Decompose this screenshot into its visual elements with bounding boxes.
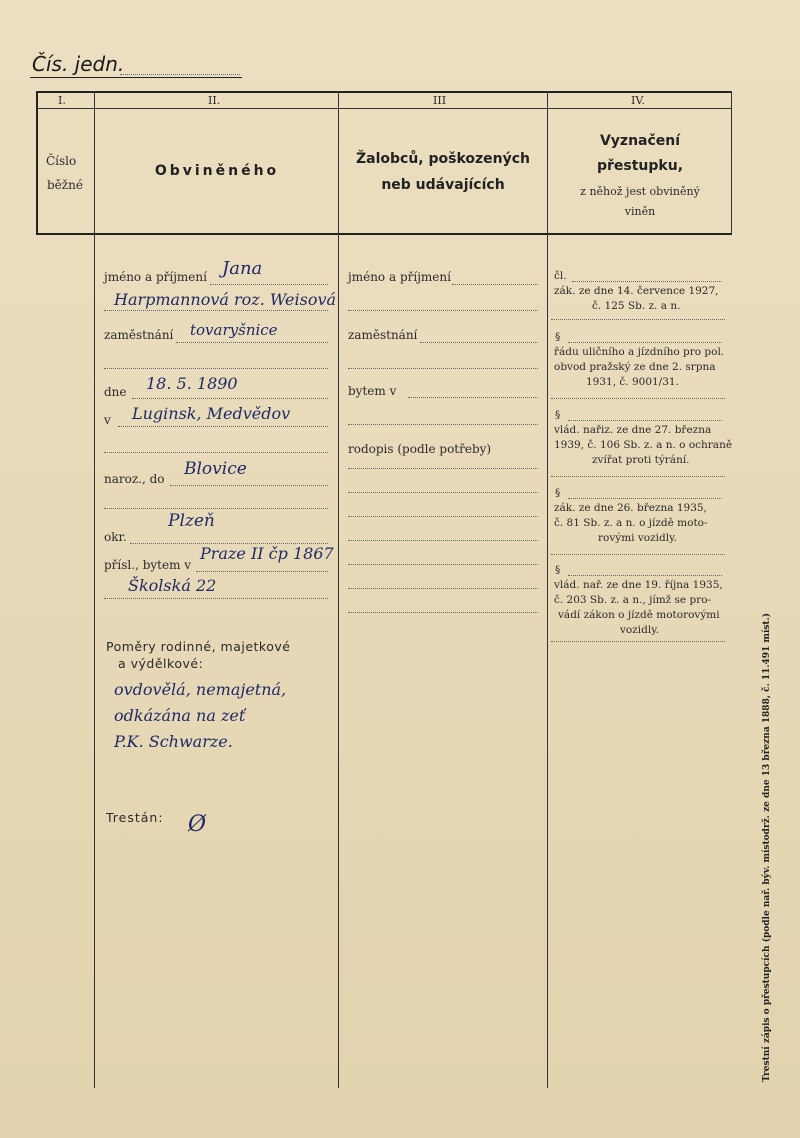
col-divider-2 [338,91,339,1088]
offence5-dots [568,575,722,576]
offence-divider-5 [551,641,725,642]
offence1-dots [572,281,722,282]
complainant-line-f [348,588,538,589]
accused-place-line [118,426,328,427]
header-bottom-border [36,233,732,235]
offence4-line2: zák. ze dne 26. března 1935, [554,502,707,514]
offence5-line1: § [555,564,561,576]
offence3-line3: 1939, č. 106 Sb. z. a n. o ochraně [554,439,733,451]
accused-born-line2 [104,508,328,509]
numeral-col-4: IV. [631,94,645,107]
offence-divider-2 [551,398,725,399]
offence2-line4: 1931, č. 9001/31. [586,376,679,388]
offence5-line2: vlád. nař. ze dne 19. října 1935, [554,579,723,591]
table-right-border [731,91,732,234]
offence-divider-1 [551,319,725,320]
col2-header: Obviněného [154,163,280,179]
accused-family-hw1: ovdovělá, nemajetná, [114,680,287,699]
complainant-occupation-label: zaměstnání [348,328,418,342]
col4-header-line1: Vyznačení [599,133,681,149]
col1-header-line1: Číslo [46,154,77,168]
offence3-dots [568,420,722,421]
accused-family-label: Poměry rodinné, majetkové [106,639,291,654]
offence2-dots [568,342,722,343]
accused-district-hw: Plzeň [168,511,215,531]
accused-occupation-hw: tovaryšnice [190,321,278,339]
accused-name-hw2: Harpmannová roz. Weisová [114,290,337,309]
accused-born-line [170,485,328,486]
accused-family-hw2: odkázána na zeť [114,706,246,725]
table-top-border [36,91,732,93]
accused-district-label: okr. [104,530,127,544]
complainant-residence-label: bytem v [348,384,397,398]
numeral-col-3: III [433,94,447,107]
complainant-occupation-line [420,342,538,343]
accused-domicile-label: přísl., bytem v [104,558,192,572]
complainant-name-label: jméno a příjmení [348,270,451,284]
offence5-line3: č. 203 Sb. z. a n., jímž se pro- [554,594,712,606]
accused-occupation-label: zaměstnání [104,328,174,342]
accused-date-line [132,398,328,399]
complainant-line-b [348,492,538,493]
accused-domicile-hw1: Praze II čp 1867 [200,544,334,563]
accused-place-line2 [104,452,328,453]
accused-place-label: v [104,413,111,427]
col4-header-line4: viněn [624,205,656,218]
accused-date-label: dne [104,385,127,399]
accused-name-label: jméno a příjmení [104,270,207,284]
complainant-line-d [348,540,538,541]
side-note: Trestní zápis o přestupcích (podle nař. býv. místodrž. ze dne 13 března 1888, č. 11.491 míst.) [762,613,772,1082]
accused-date-hw: 18. 5. 1890 [146,374,238,393]
offence2-line2: řádu uličního a jízdního pro pol. [554,346,725,358]
offence-divider-4 [551,554,725,555]
cis-jedn-line [120,74,240,75]
accused-name-line1 [210,284,328,285]
complainant-residence-line2 [348,424,538,425]
offence4-dots [568,498,722,499]
numeral-row-border [36,108,732,109]
col3-header-line2: neb udávajících [381,177,505,193]
complainant-name-line2 [348,310,538,311]
accused-domicile-hw2: Školská 22 [128,576,217,595]
cis-jedn-underline [30,77,242,78]
accused-family-hw3: P.K. Schwarze. [114,732,233,751]
accused-domicile-line2 [104,598,328,599]
accused-family-label2: a výdělkové: [118,656,204,671]
accused-place-hw: Luginsk, Medvědov [132,404,291,423]
complainant-name-line [452,284,538,285]
accused-occupation-line2 [104,368,328,369]
offence4-line1: § [555,487,561,499]
accused-record-hw: Ø [188,812,207,837]
complainant-line-a [348,468,538,469]
offence5-line5: vozidly. [620,624,660,636]
accused-occupation-line [176,342,328,343]
col1-header-line2: běžné [47,178,83,192]
accused-born-label: naroz., do [104,472,165,486]
cis-jedn-label: Čís. jedn. [32,52,125,76]
col4-header-line2: přestupku, [596,158,684,174]
complainant-residence-line [408,397,538,398]
offence4-line3: č. 81 Sb. z. a n. o jízdě moto- [554,517,708,529]
complainant-line-c [348,516,538,517]
accused-name-line2 [104,310,328,311]
complainant-occupation-line2 [348,368,538,369]
col-divider-1 [94,91,95,1088]
offence1-line2: zák. ze dne 14. července 1927, [554,285,719,297]
col3-header-line1: Žalobců, poškozených [355,151,531,167]
complainant-description-label: rodopis (podle potřeby) [348,442,492,456]
offence5-line4: vádí zákon o jízdě motorovými [558,609,720,621]
complainant-line-e [348,564,538,565]
offence4-line4: rovými vozidly. [598,532,677,544]
numeral-col-2: II. [208,94,221,107]
accused-name-hw1: Jana [222,258,263,279]
offence3-line1: § [555,409,561,421]
numeral-col-1: I. [58,94,66,107]
table-left-border [36,91,38,234]
complainant-line-g [348,612,538,613]
offence3-line2: vlád. nařiz. ze dne 27. března [554,424,712,436]
col-divider-3 [547,91,548,1088]
offence2-line1: § [555,331,561,343]
offence-divider-3 [551,476,725,477]
offence3-line4: zvířat proti týrání. [592,454,690,466]
accused-domicile-line [196,571,328,572]
accused-born-hw: Blovice [184,459,247,479]
accused-record-label: Trestán: [106,810,164,825]
offence2-line3: obvod pražský ze dne 2. srpna [554,361,716,373]
offence1-line3: č. 125 Sb. z. a n. [592,300,681,312]
col4-header-line3: z něhož jest obviněný [580,185,700,198]
offence1-line1: čl. [554,270,567,282]
